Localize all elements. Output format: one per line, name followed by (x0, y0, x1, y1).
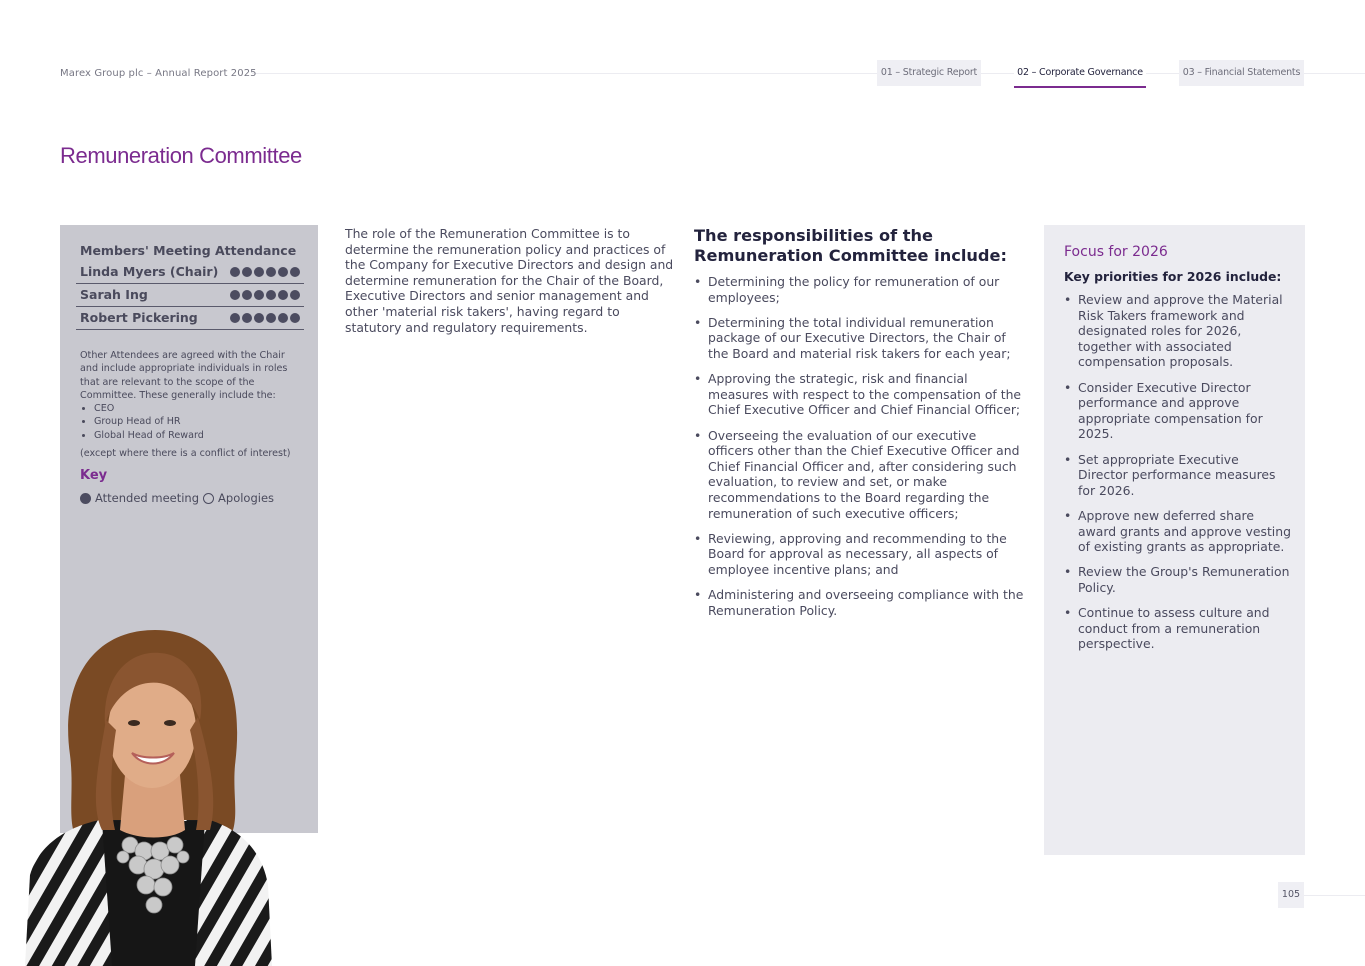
attended-dot-icon (290, 313, 300, 323)
attended-dot-icon (80, 493, 91, 504)
tab-strategic-report[interactable]: 01 – Strategic Report (877, 60, 981, 86)
attendance-dots (230, 290, 300, 300)
page-number: 105 (1278, 882, 1304, 908)
attended-dot-icon (254, 290, 264, 300)
key-attended-label: Attended meeting (95, 491, 200, 505)
list-item: • Global Head of Reward (94, 429, 204, 442)
tab-financial-statements[interactable]: 03 – Financial Statements (1179, 60, 1304, 86)
attended-dot-icon (242, 313, 252, 323)
report-title: Marex Group plc – Annual Report 2025 (60, 68, 257, 79)
attendance-row (76, 261, 304, 284)
member-name: Robert Pickering (80, 310, 198, 325)
attended-dot-icon (266, 313, 276, 323)
attended-dot-icon (278, 290, 288, 300)
key-heading: Key (80, 468, 108, 483)
attended-dot-icon (242, 267, 252, 277)
attended-dot-icon (230, 290, 240, 300)
attended-dot-icon (278, 267, 288, 277)
list-item: • CEO (94, 402, 204, 415)
tab-corporate-governance[interactable]: 02 – Corporate Governance (1014, 60, 1146, 88)
responsibilities-heading: The responsibilities of the Remuneration Committee include: (694, 226, 1007, 265)
key-legend (80, 491, 274, 505)
attendance-row (76, 284, 304, 307)
attended-dot-icon (254, 267, 264, 277)
list-item: • Administering and overseeing compliance with the Remuneration Policy. (694, 587, 1024, 618)
attended-dot-icon (278, 313, 288, 323)
conflict-note: (except where there is a conflict of interest) (80, 448, 291, 459)
attended-dot-icon (242, 290, 252, 300)
attended-dot-icon (290, 267, 300, 277)
list-item: • Continue to assess culture and conduct from a remuneration perspective. (1064, 605, 1292, 652)
list-item: • Review and approve the Material Risk Takers framework and designated roles for 2026, together with associated compensation proposals. (1064, 292, 1292, 370)
list-item: • Group Head of HR (94, 415, 204, 428)
key-apologies-label: Apologies (218, 491, 275, 505)
footer-rule (1304, 895, 1365, 896)
attendance-row (76, 307, 304, 330)
member-name: Linda Myers (Chair) (80, 264, 219, 279)
other-attendees-list (80, 402, 204, 442)
list-item: • Overseeing the evaluation of our executive officers other than the Chief Executive Officer and Chief Financial Officer and, after considering such evaluation, to review and set, or make recommendations to the Board regarding the remuneration of such executive officers; (694, 428, 1024, 522)
focus-heading: Focus for 2026 (1064, 244, 1168, 260)
list-item: • Approve new deferred share award grants and approve vesting of existing grants as appropriate. (1064, 508, 1292, 555)
list-item: • Review the Group's Remuneration Policy. (1064, 564, 1292, 595)
list-item: • Set appropriate Executive Director performance measures for 2026. (1064, 452, 1292, 499)
page-title: Remuneration Committee (60, 143, 302, 168)
responsibilities-list (694, 274, 1024, 628)
chair-portrait (20, 625, 275, 966)
attendance-dots (230, 267, 300, 277)
attendance-heading: Members' Meeting Attendance (80, 243, 297, 258)
focus-list (1064, 292, 1292, 661)
attended-dot-icon (266, 267, 276, 277)
list-item: • Determining the total individual remuneration package of our Executive Directors, the Chair of the Board and material risk takers for each year; (694, 315, 1024, 362)
list-item: • Determining the policy for remuneration of our employees; (694, 274, 1024, 305)
member-name: Sarah Ing (80, 287, 148, 302)
list-item: • Approving the strategic, risk and financial measures with respect to the compensation of the Chief Executive Officer and Chief Financial Officer; (694, 371, 1024, 418)
focus-subheading: Key priorities for 2026 include: (1064, 269, 1282, 284)
attended-dot-icon (266, 290, 276, 300)
attended-dot-icon (230, 267, 240, 277)
role-paragraph: The role of the Remuneration Committee is to determine the remuneration policy and practices of the Company for Executive Directors and design and determine remuneration for the Chair of the Board, Executive Directors and senior management and other 'material risk takers', having regard to statutory and regulatory requirements. (345, 226, 674, 335)
other-attendees-text: Other Attendees are agreed with the Chair and include appropriate individuals in roles that are relevant to the scope of the Committee. These generally include the: (80, 350, 288, 401)
attended-dot-icon (254, 313, 264, 323)
list-item: • Reviewing, approving and recommending to the Board for approval as necessary, all aspects of employee incentive plans; and (694, 531, 1024, 578)
attended-dot-icon (290, 290, 300, 300)
attendance-dots (230, 313, 300, 323)
attended-dot-icon (230, 313, 240, 323)
apologies-dot-icon (203, 493, 214, 504)
list-item: • Consider Executive Director performance and approve appropriate compensation for 2025. (1064, 380, 1292, 442)
